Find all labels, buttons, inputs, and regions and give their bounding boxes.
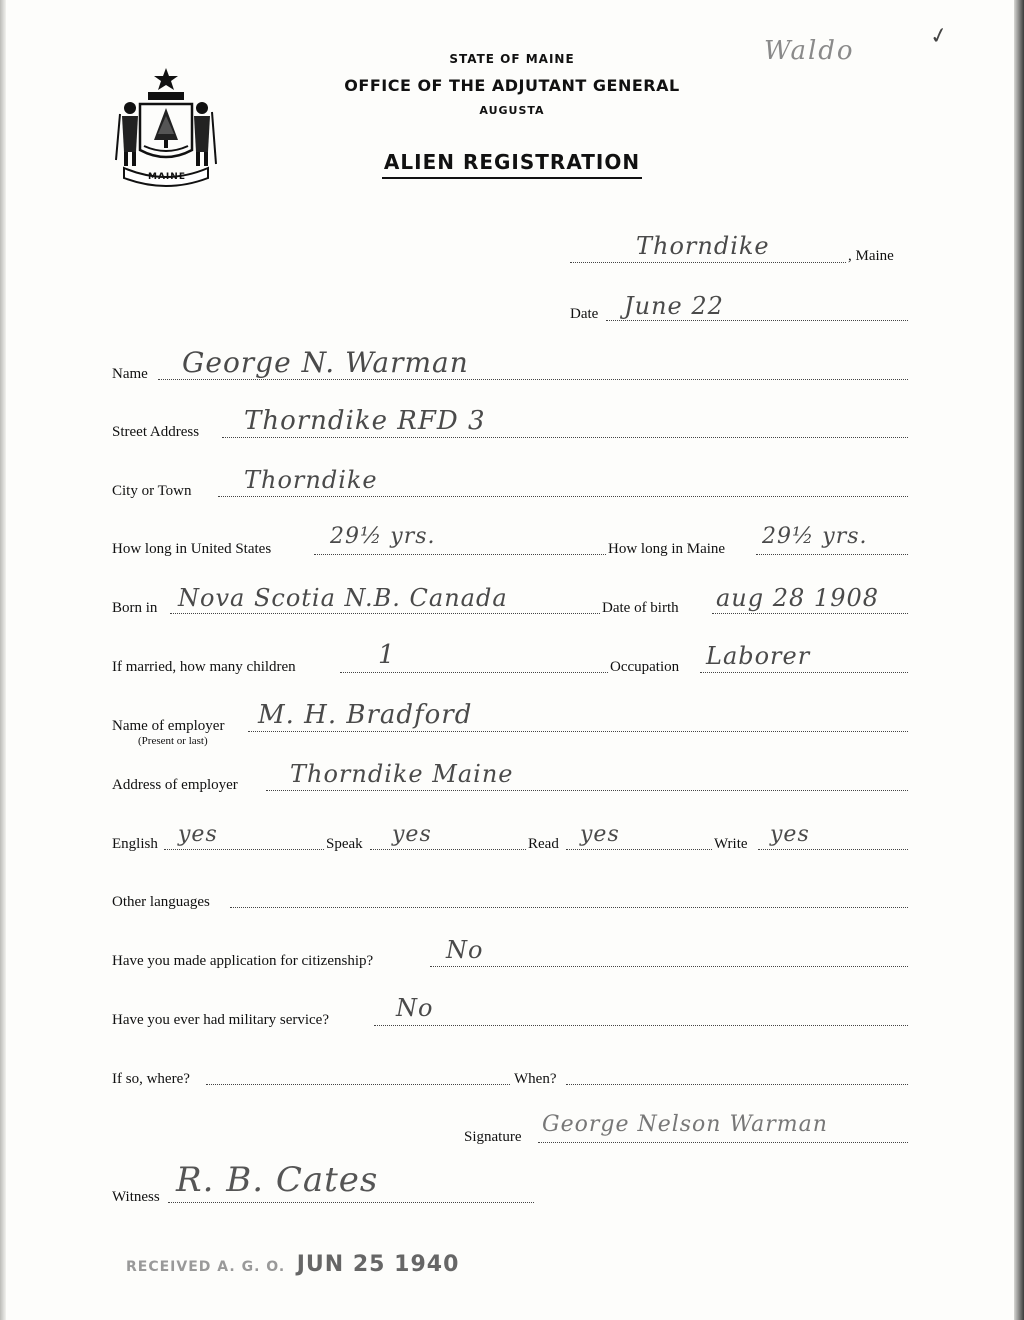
read-line [566,849,712,850]
witness-line [168,1202,534,1203]
page-right-edge [1014,0,1024,1320]
english-value: yes [178,822,218,847]
employer-address-label: Address of employer [112,777,238,793]
born-line [170,613,600,614]
read-label: Read [528,836,559,852]
witness-label: Witness [112,1189,160,1205]
street-label: Street Address [112,424,200,440]
employer-label: Name of employer [112,718,225,734]
header-office: OFFICE OF THE ADJUTANT GENERAL [344,76,680,95]
read-value: yes [580,822,620,847]
dob-value: aug 28 1908 [716,584,880,612]
witness-value: R. B. Cates [176,1160,379,1200]
city-value: Thorndike [244,466,378,494]
seal-text: MAINE [148,172,186,182]
children-line [340,672,608,673]
date-line [606,320,908,321]
employer-address-line [266,790,908,791]
signature-label: Signature [464,1129,522,1145]
occupation-value: Laborer [706,642,811,670]
children-label: If married, how many children [112,659,296,675]
dob-line [712,613,908,614]
form-title [0,150,1024,174]
when-line [566,1084,908,1085]
citizenship-line [430,966,908,967]
date-value: June 22 [624,292,724,320]
military-value: No [396,994,434,1022]
maine-duration-line [756,554,908,555]
english-label: English [112,836,158,852]
occupation-line [700,672,908,673]
town-value: Thorndike [636,232,770,260]
street-line [222,437,908,438]
page-left-edge [0,0,6,1320]
date-label: Date [570,306,599,322]
where-line [206,1084,510,1085]
military-label: Have you ever had military service? [112,1012,329,1028]
employer-sublabel: (Present or last) [138,735,208,747]
street-value: Thorndike RFD 3 [244,406,486,436]
town-line [570,262,846,263]
header-city: AUGUSTA [479,104,545,117]
where-label: If so, where? [112,1071,190,1087]
other-languages-label: Other languages [112,894,210,910]
children-value: 1 [378,640,396,670]
speak-line [370,849,526,850]
signature-line [538,1142,908,1143]
received-stamp-date: JUN 25 1940 [296,1252,460,1277]
us-duration-label: How long in United States [112,541,272,557]
citizenship-value: No [446,936,484,964]
us-duration-value: 29½ yrs. [330,524,436,549]
speak-value: yes [392,822,432,847]
employer-address-value: Thorndike Maine [290,760,514,788]
employer-line [248,731,908,732]
maine-duration-value: 29½ yrs. [762,524,868,549]
write-line [758,849,908,850]
margin-county-note: Waldo [764,36,855,66]
employer-value: M. H. Bradford [258,700,473,730]
occupation-label: Occupation [610,659,680,675]
name-label: Name [112,366,148,382]
citizenship-label: Have you made application for citizenship? [112,953,374,969]
name-value: George N. Warman [182,346,469,379]
other-languages-line [230,907,908,908]
header-state: STATE OF MAINE [449,52,575,66]
born-label: Born in [112,600,158,616]
when-label: When? [514,1071,557,1087]
write-value: yes [770,822,810,847]
write-label: Write [714,836,748,852]
speak-label: Speak [326,836,363,852]
english-line [164,849,324,850]
town-suffix-label: , Maine [848,248,894,264]
born-value: Nova Scotia N.B. Canada [178,584,508,612]
military-line [374,1025,908,1026]
name-line [158,379,908,380]
received-stamp [126,1252,459,1277]
signature-value: George Nelson Warman [542,1112,828,1137]
dob-label: Date of birth [602,600,679,616]
check-mark-icon: ✓ [927,22,951,51]
city-line [218,496,908,497]
form-title-text: ALIEN REGISTRATION [382,150,642,179]
city-label: City or Town [112,483,192,499]
us-duration-line [314,554,606,555]
maine-duration-label: How long in Maine [608,541,726,557]
received-stamp-label: RECEIVED A. G. O. [126,1259,286,1275]
